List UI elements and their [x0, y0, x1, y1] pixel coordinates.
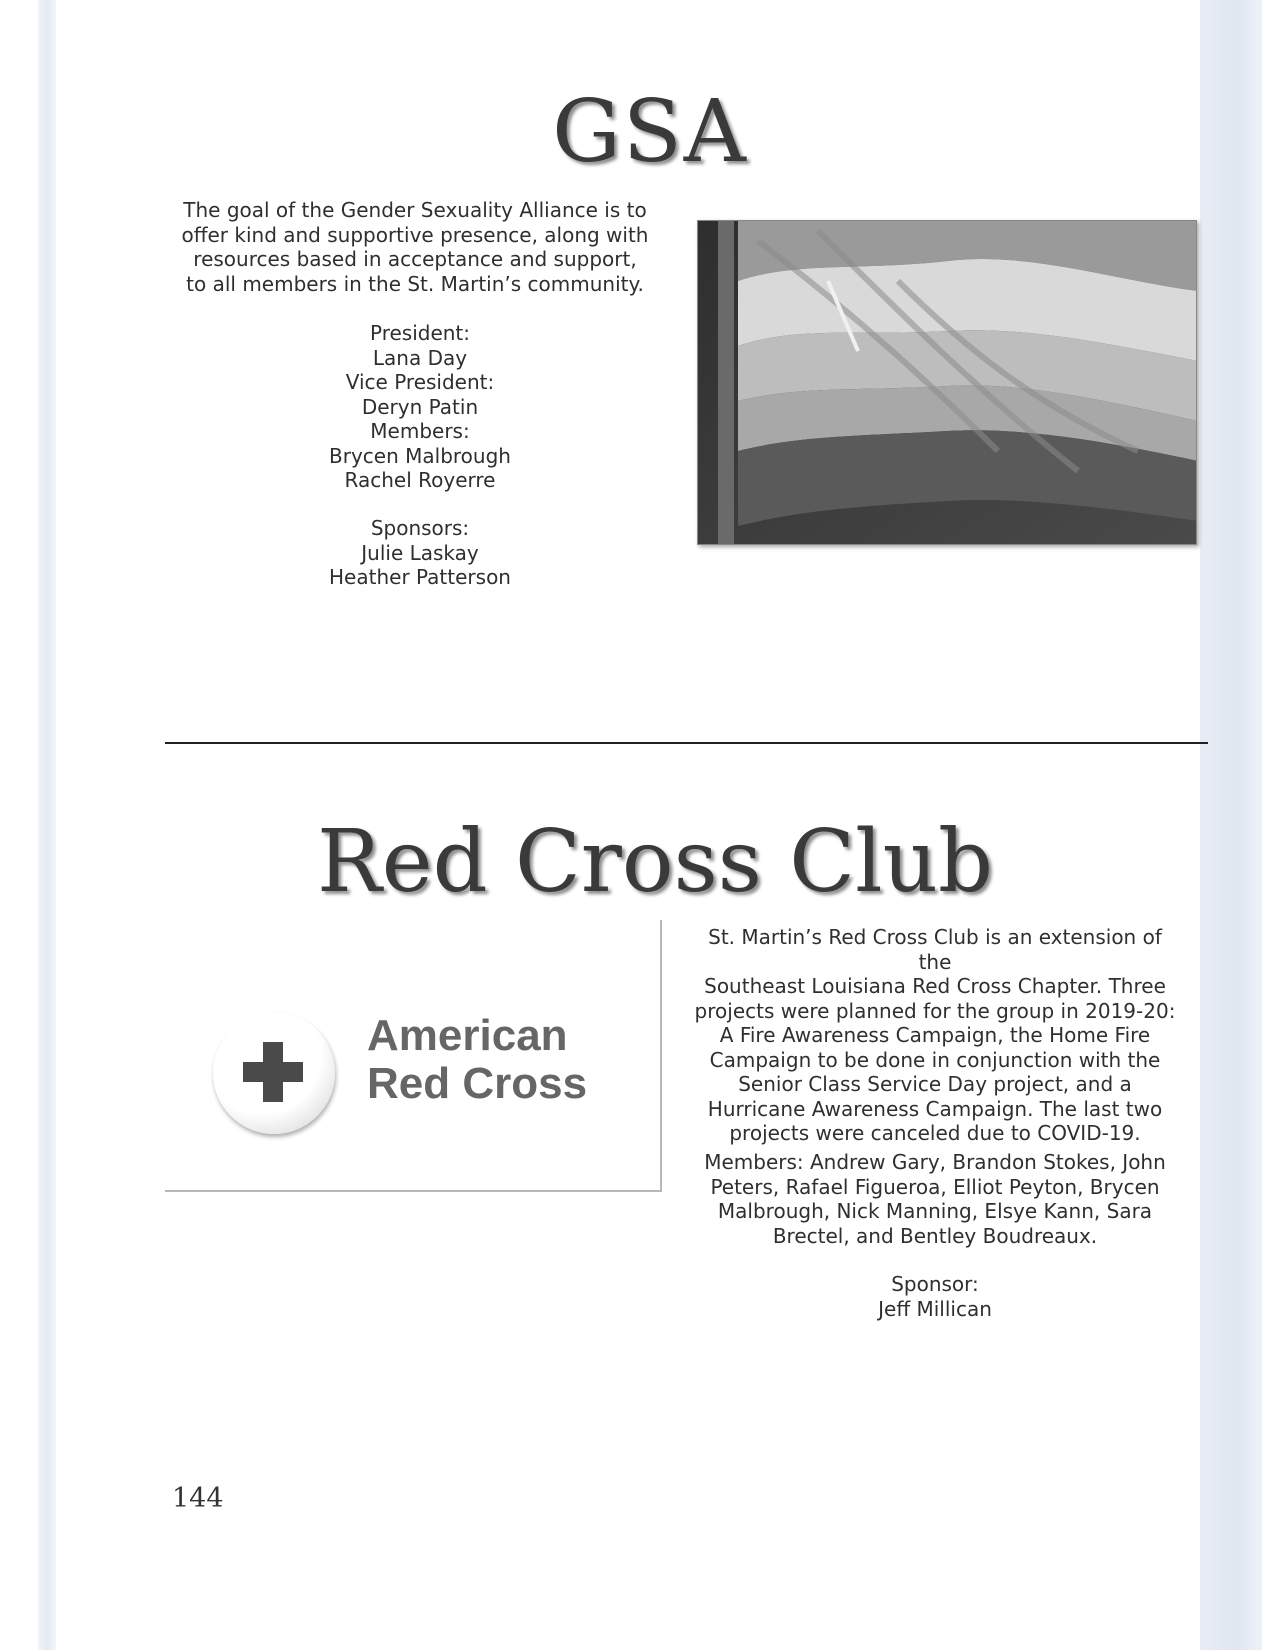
logo-text-line1: American: [367, 1011, 568, 1060]
red-cross-sponsor-line: Sponsor:: [891, 1272, 979, 1296]
gsa-sponsors-line: Julie Laskay: [361, 540, 479, 565]
red-cross-description-line: Campaign to be done in conjunction with the: [709, 1047, 1161, 1072]
red-cross-description: [690, 925, 1180, 1146]
gsa-officers: [220, 321, 620, 493]
gsa-description-line: to all members in the St. Martin’s community.: [186, 271, 644, 296]
red-cross-description-line: Southeast Louisiana Red Cross Chapter. Three: [704, 974, 1166, 998]
page-edge-right: [1200, 0, 1262, 1650]
gsa-officers-line: Deryn Patin: [361, 394, 479, 419]
red-cross-description-line: A Fire Awareness Campaign, the Home Fire: [719, 1023, 1151, 1047]
logo-wordmark: [367, 1012, 657, 1108]
gsa-description-line: resources based in acceptance and support,: [193, 247, 637, 271]
gsa-officers-line: Brycen Malbrough: [329, 443, 511, 468]
red-cross-sponsor: [690, 1272, 1180, 1321]
flag-photo: [697, 220, 1197, 545]
gsa-sponsors: [220, 516, 620, 590]
red-cross-sponsor-line: Jeff Millican: [878, 1296, 992, 1321]
page-number: 144: [172, 1483, 224, 1514]
flag-illustration: [698, 221, 1197, 545]
gsa-officers-line: President:: [369, 321, 471, 345]
gsa-sponsors-line: Sponsors:: [370, 516, 470, 540]
red-cross-members-line: Members: Andrew Gary, Brandon Stokes, John: [704, 1150, 1166, 1174]
red-cross-description-line: projects were planned for the group in 2019-20:: [694, 998, 1176, 1023]
red-cross-members-line: Brectel, and Bentley Boudreaux.: [772, 1223, 1098, 1248]
gsa-sponsors-line: Heather Patterson: [329, 565, 511, 589]
gsa-officers-line: Lana Day: [372, 345, 468, 370]
american-red-cross-logo: [165, 920, 662, 1192]
red-cross-description-line: St. Martin’s Red Cross Club is an extension of the: [708, 925, 1162, 974]
red-cross-description-line: Hurricane Awareness Campaign. The last two: [707, 1096, 1163, 1121]
gsa-description-line: The goal of the Gender Sexuality Alliance is to: [183, 198, 647, 222]
section-divider: [165, 742, 1208, 744]
logo-text-line2: Red Cross: [367, 1059, 588, 1108]
gsa-officers-line: Vice President:: [345, 370, 495, 394]
gsa-description-line: offer kind and supportive presence, along with: [181, 222, 649, 247]
gsa-title: GSA: [552, 82, 748, 182]
logo-circle: [213, 1012, 335, 1134]
red-cross-icon: [243, 1042, 303, 1102]
red-cross-description-line: Senior Class Service Day project, and a: [738, 1072, 1132, 1096]
gsa-officers-line: Rachel Royerre: [344, 468, 496, 492]
gsa-description: [170, 198, 660, 296]
page-edge-left: [38, 0, 56, 1650]
red-cross-members: [690, 1150, 1180, 1248]
red-cross-members-line: Malbrough, Nick Manning, Elsye Kann, Sara: [717, 1199, 1153, 1223]
red-cross-description-line: projects were canceled due to COVID-19.: [729, 1121, 1141, 1145]
red-cross-title: Red Cross Club: [316, 812, 994, 912]
gsa-officers-line: Members:: [370, 419, 470, 443]
red-cross-members-line: Peters, Rafael Figueroa, Elliot Peyton, Brycen: [710, 1174, 1160, 1199]
